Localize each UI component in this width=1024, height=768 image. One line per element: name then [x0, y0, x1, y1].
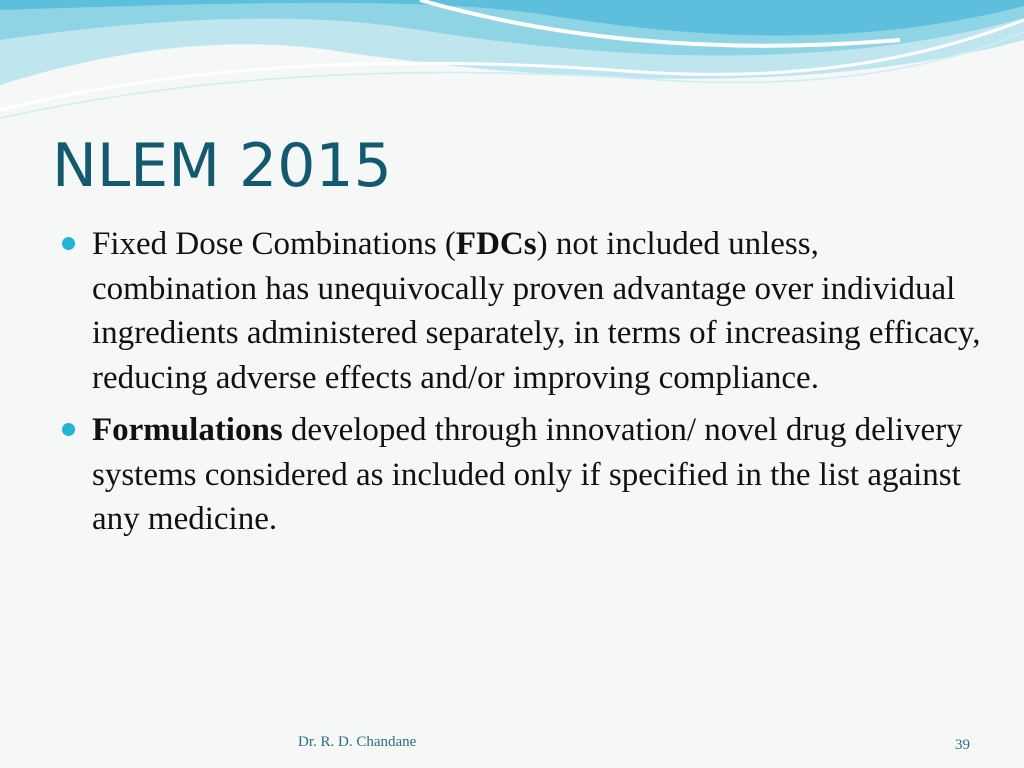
header-wave-decoration [0, 0, 1024, 130]
bullet-list [62, 222, 982, 550]
bullet-text-part: developed through innovation/ novel drug delivery systems considered as included only if specified in the list against any medicine. [92, 412, 963, 537]
bullet-text-bold: Formulations [92, 412, 283, 448]
bullet-dot-icon [62, 423, 75, 436]
bullet-text-bold: FDCs [455, 226, 537, 262]
bullet-text-part: ) not included unless, combination has unequivocally proven advantage over individual ingredients administered separately, in terms of increasing efficacy, reducing adverse effects and/or improving compliance. [92, 226, 981, 396]
footer-author: Dr. R. D. Chandane [298, 734, 417, 750]
slide-title: NLEM 2015 [52, 131, 392, 201]
bullet-text-part: Fixed Dose Combinations ( [92, 226, 456, 262]
bullet-item [62, 222, 982, 400]
bullet-dot-icon [62, 237, 75, 250]
bullet-item [62, 408, 982, 542]
page-number: 39 [955, 737, 970, 753]
